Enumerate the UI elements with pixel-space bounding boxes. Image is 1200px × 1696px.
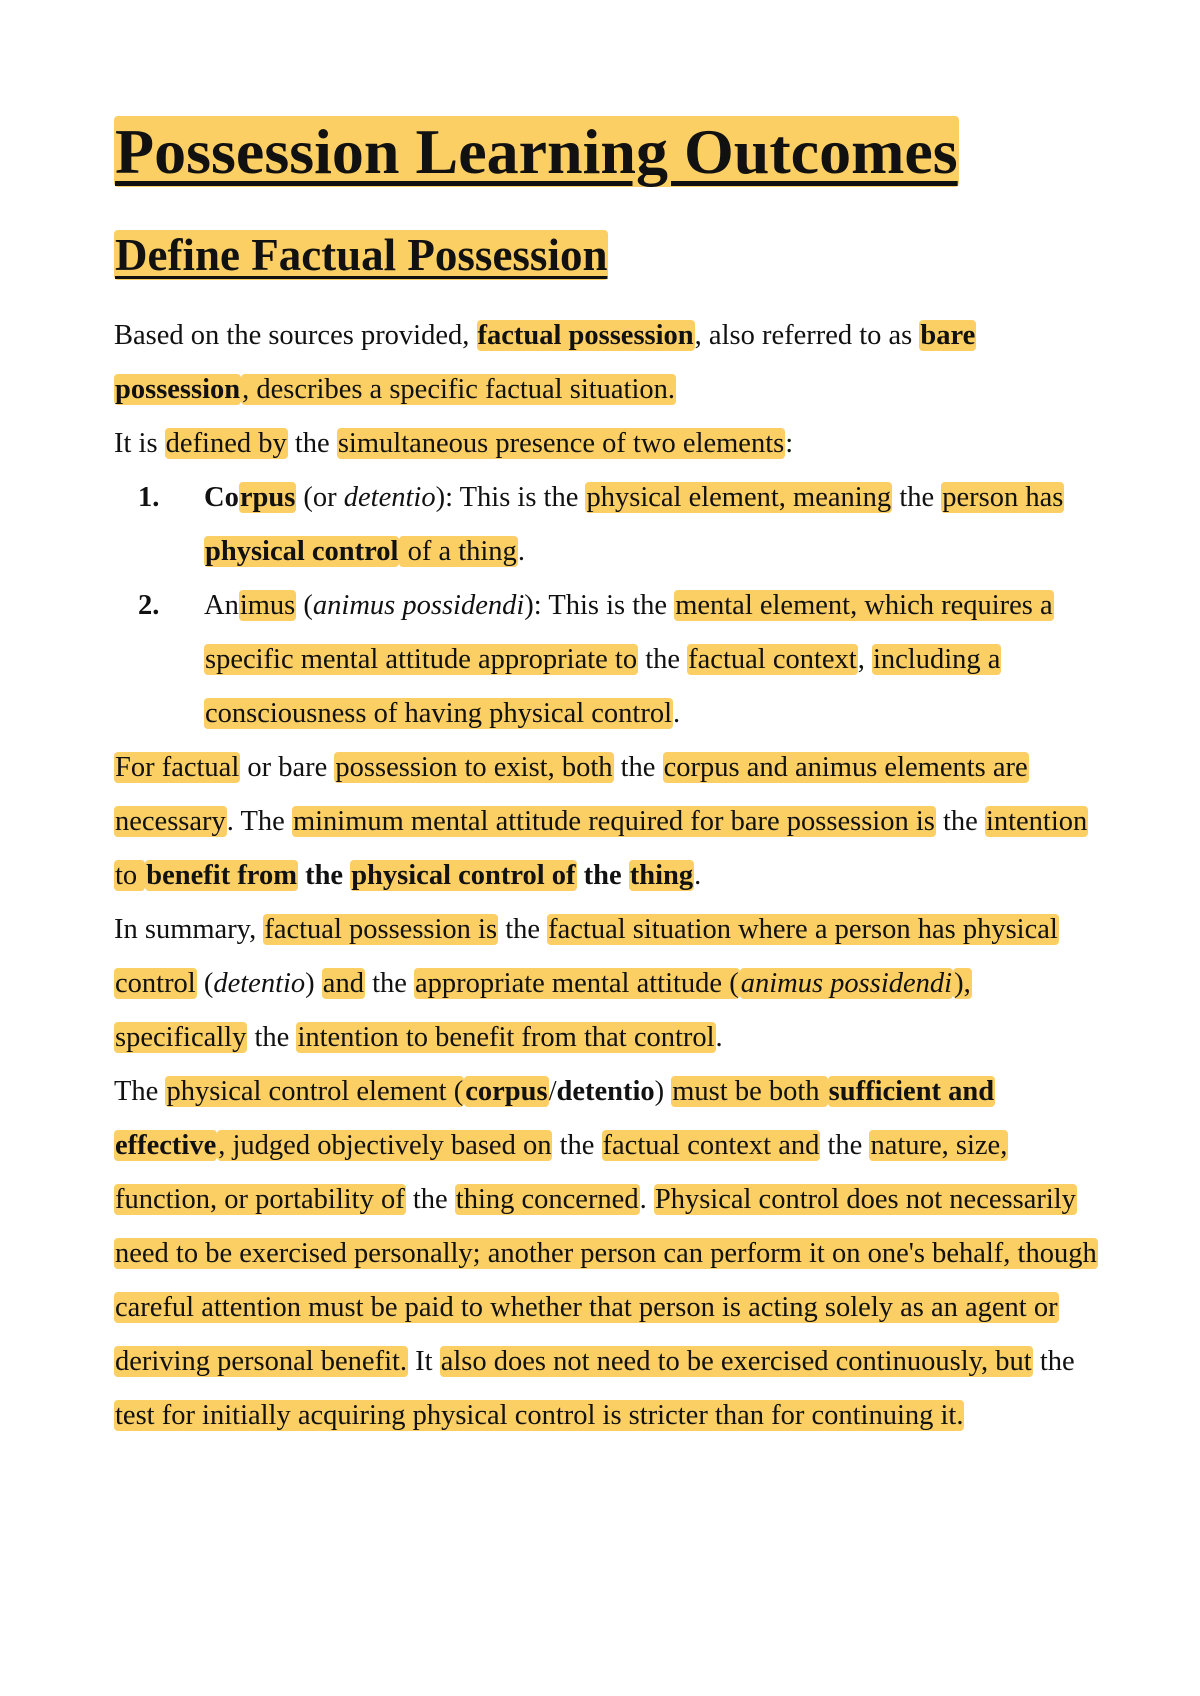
text: the <box>820 1129 870 1161</box>
text: It <box>408 1345 440 1377</box>
text: Based on the sources provided, <box>114 319 477 351</box>
text: . <box>715 1021 723 1053</box>
text: the <box>892 481 942 513</box>
highlight: factual situation where a person has physical control <box>115 913 1058 999</box>
text: Co <box>204 481 239 513</box>
highlight: physical control <box>205 535 399 567</box>
text: the <box>297 859 351 891</box>
list-number: 1. <box>138 481 160 513</box>
text: the <box>552 1129 602 1161</box>
highlight: corpus <box>465 1075 548 1107</box>
text: In summary, <box>114 913 264 945</box>
highlight: also does not need to be exercised continuously, but <box>440 1345 1032 1377</box>
text: the <box>364 967 415 999</box>
highlight: appropriate mental attitude ( <box>415 967 739 999</box>
text: ) <box>305 967 322 999</box>
highlight: rpus <box>239 481 296 513</box>
highlight: Physical control does not necessarily need to be exercised personally; another person can perform it on one's behalf, though careful attention must be paid to whether that person is acting solely as an agent or deriving personal benefit. <box>115 1183 1097 1377</box>
text: ( <box>196 967 214 999</box>
text: or bare <box>240 751 335 783</box>
highlight: factual context <box>688 643 857 675</box>
highlight: bare possession <box>115 319 976 405</box>
highlight: imus <box>239 589 296 621</box>
paragraph-intro <box>114 309 1100 417</box>
highlight: thing <box>629 859 694 891</box>
text: , also referred to as <box>694 319 920 351</box>
highlight: of a thing <box>400 535 517 567</box>
highlight: physical control of <box>351 859 576 891</box>
italic-text: detentio <box>343 481 436 513</box>
document-title <box>114 112 1100 192</box>
highlight: intention to benefit from that control <box>297 1021 715 1053</box>
text: . <box>694 859 702 891</box>
document-content <box>114 112 1100 1443</box>
text: the <box>287 427 337 459</box>
highlight: , describes a specific factual situation. <box>242 373 676 405</box>
highlight: person has <box>942 481 1064 513</box>
highlight: factual context and <box>602 1129 820 1161</box>
text: . <box>517 535 525 567</box>
highlight: and <box>322 967 364 999</box>
text: / <box>548 1075 557 1107</box>
highlight: sufficient and effective <box>115 1075 995 1161</box>
list-item-corpus <box>114 471 1100 579</box>
highlight: factual possession <box>477 319 694 351</box>
highlight: animus possidendi <box>740 967 953 999</box>
text: ): This is the <box>524 589 675 621</box>
highlight: physical element, meaning <box>586 481 892 513</box>
highlight: intention to <box>115 805 1088 891</box>
paragraph-definition <box>114 417 1100 471</box>
title-highlight: Possession Learning Outcomes <box>115 116 958 187</box>
paragraph-summary <box>114 903 1100 1065</box>
text: the <box>638 643 688 675</box>
text: the <box>613 751 663 783</box>
highlight: defined by <box>165 427 287 459</box>
text: ( <box>296 589 313 621</box>
text: An <box>204 589 239 621</box>
italic-text: detentio <box>213 967 306 999</box>
highlight: ), specifically <box>115 967 971 1053</box>
text: the <box>935 805 985 837</box>
section-heading <box>114 226 1100 285</box>
text: : <box>785 427 794 459</box>
highlight: factual possession is <box>264 913 498 945</box>
heading-highlight: Define Factual Possession <box>115 230 608 280</box>
text: The <box>114 1075 166 1107</box>
elements-list <box>114 471 1100 741</box>
text: the <box>247 1021 297 1053</box>
text: (or <box>296 481 344 513</box>
highlight: benefit from <box>146 859 297 891</box>
highlight: must be both <box>672 1075 827 1107</box>
highlight: physical control element ( <box>166 1075 464 1107</box>
highlight: test for initially acquiring physical control is stricter than for continuing it. <box>115 1399 964 1431</box>
text: ): This is the <box>435 481 586 513</box>
text: . <box>639 1183 654 1215</box>
text: It is <box>114 427 165 459</box>
highlight: minimum mental attitude required for bare possession is <box>292 805 935 837</box>
highlight: For factual <box>115 751 240 783</box>
text: the <box>405 1183 455 1215</box>
highlight: corpus and animus elements are necessary <box>115 751 1028 837</box>
text: the <box>1032 1345 1075 1377</box>
highlight: mental element, which requires a specific mental attitude appropriate to <box>205 589 1053 675</box>
highlight: nature, size, function, or portability of <box>115 1129 1008 1215</box>
text: . The <box>226 805 292 837</box>
highlight: thing concerned <box>455 1183 639 1215</box>
text: the <box>498 913 548 945</box>
list-item-animus <box>114 579 1100 741</box>
text: the <box>576 859 629 891</box>
list-number: 2. <box>138 589 160 621</box>
highlight: possession to exist, both <box>335 751 613 783</box>
paragraph-physical-control <box>114 1065 1100 1443</box>
italic-text: animus possidendi <box>312 589 525 621</box>
highlight: simultaneous presence of two elements <box>337 427 785 459</box>
highlight: , judged objectively based on <box>218 1129 552 1161</box>
text: ) <box>654 1075 665 1107</box>
text: detentio <box>556 1075 655 1107</box>
text: , <box>857 643 872 675</box>
text: . <box>673 697 681 729</box>
highlight: including a consciousness of having physical control <box>205 643 1001 729</box>
paragraph-requirements <box>114 741 1100 903</box>
